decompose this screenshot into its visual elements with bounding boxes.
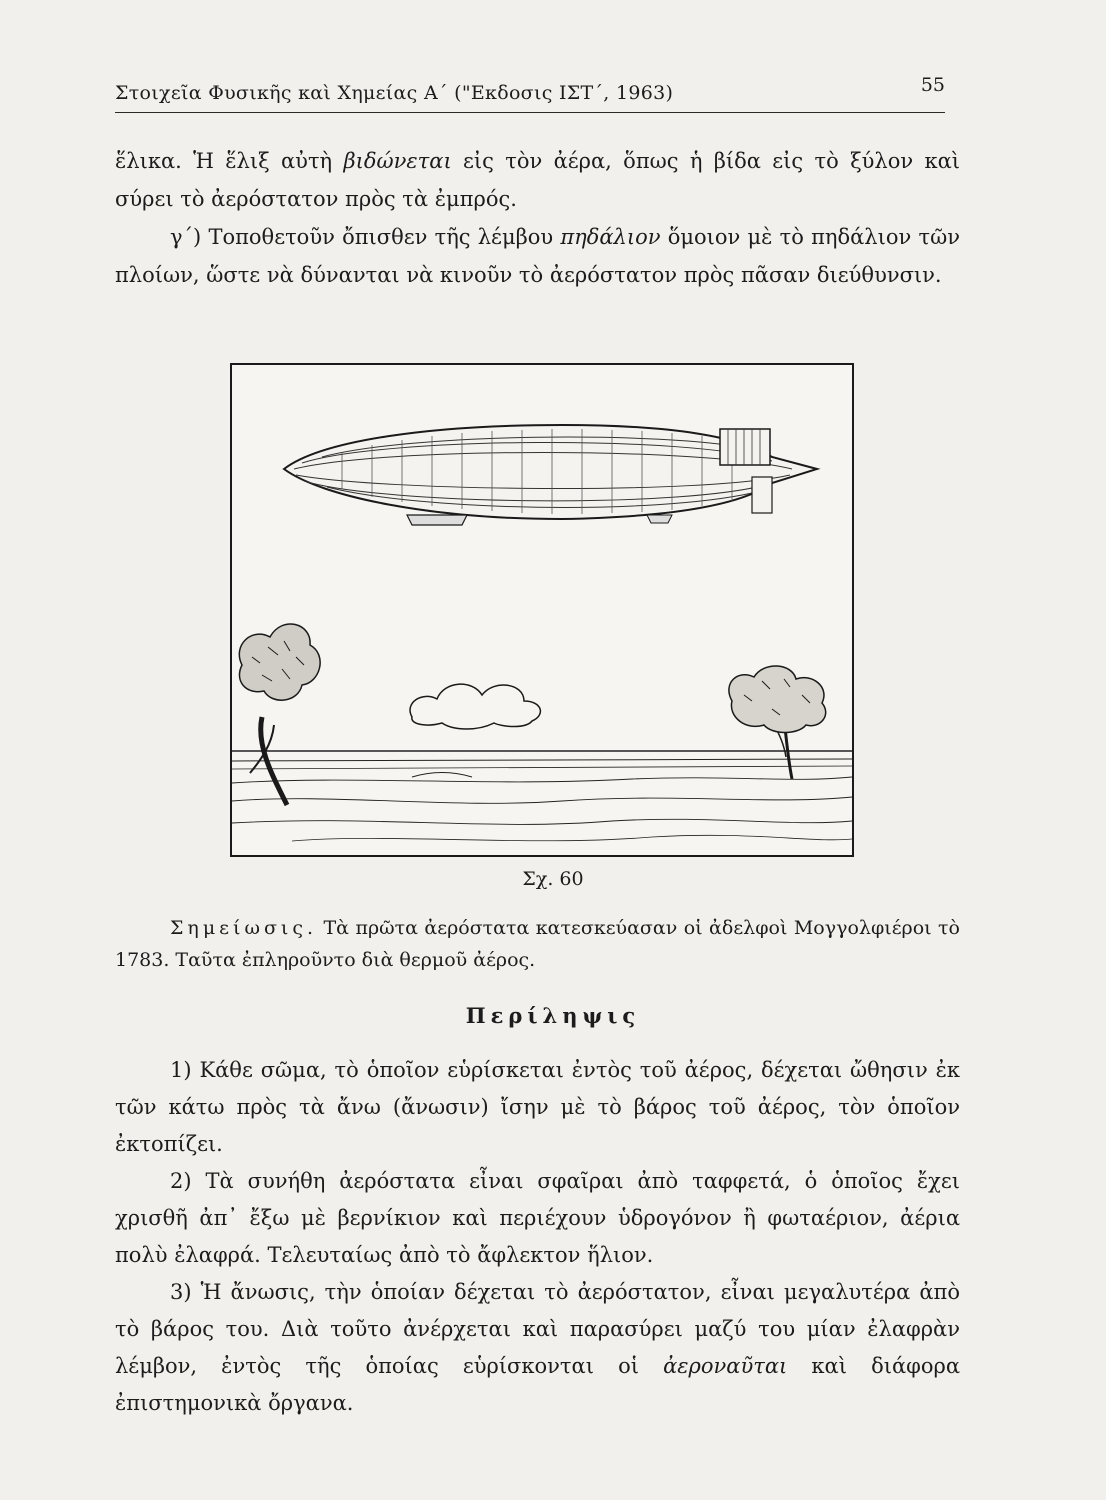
summary-item-text: Τὰ συνήθη ἀερόστατα εἶναι σφαῖραι ἀπὸ ταφφετά, ὁ ὁποῖος ἔχει χρισθῆ ἀπ᾽ ἔξω μὲ βερνίκιον καὶ περιέχουν ὑδρογόνον ἢ φωταέριον, ἀέρια πολὺ ἐλαφρά. Τελευταίως ἀπὸ τὸ ἄφλεκτον ἥλιον. (115, 1169, 960, 1267)
intro-text-part: ἕλικα. Ἡ ἕλιξ αὐτὴ (115, 149, 344, 173)
airship-illustration (232, 365, 852, 855)
airship (284, 425, 817, 525)
figure-caption: Σχ. 60 (522, 868, 584, 890)
intro-text-part: εἰς τὸν ἀέρα, ὅπως ἡ βίδα εἰς τὸ ξύλον καὶ σύρει τὸ ἀερόστατον πρὸς τὰ ἐμπρός. (115, 149, 960, 211)
item-c-emphasis: πηδάλιον (560, 225, 661, 249)
intro-text (115, 142, 960, 294)
summary-item-number: 1) (170, 1058, 192, 1082)
running-head: Στοιχεῖα Φυσικῆς καὶ Χημείας Α΄ ("Εκδοσις ΙΣΤ΄, 1963) (115, 82, 674, 104)
summary-item-2 (115, 1163, 960, 1274)
item-c-text-part: ὅμοιον μὲ τὸ πηδάλιον τῶν πλοίων, ὥστε νὰ δύνανται νὰ κινοῦν τὸ ἀερόστατον πρὸς πᾶσαν διεύθυνσιν. (115, 225, 960, 287)
historical-note (115, 912, 960, 976)
landscape (232, 751, 852, 841)
left-tree (239, 624, 320, 805)
note-text: Τὰ πρῶτα ἀερόστατα κατεσκεύασαν οἱ ἀδελφοὶ Μογγολφιέροι τὸ 1783. Ταῦτα ἐπληροῦντο διὰ θερμοῦ ἀέρος. (115, 917, 960, 971)
right-tree (729, 666, 826, 779)
summary-item-1 (115, 1052, 960, 1163)
summary-heading: Περίληψις (465, 1003, 641, 1028)
summary-item-text: Ἡ ἄνωσις, τὴν ὁποίαν δέχεται τὸ ἀερόστατον, εἶναι μεγαλυτέρα ἀπὸ τὸ βάρος του. Διὰ τοῦτο ἀνέρχεται καὶ παρασύρει μαζύ του μίαν ἐλαφρὰν λέμβον, ἐντὸς τῆς ὁποίας εὑρίσκονται οἱ (115, 1280, 960, 1378)
cloud (410, 684, 540, 729)
intro-emphasis: βιδώνεται (343, 149, 452, 173)
summary-item-number: 2) (170, 1169, 192, 1193)
airship-figure (230, 363, 854, 857)
summary-item-text: καὶ διάφορα ἐπιστημονικὰ ὄργανα. (115, 1354, 960, 1415)
item-c-paragraph (115, 218, 960, 294)
summary-item-3 (115, 1274, 960, 1422)
intro-paragraph (115, 142, 960, 218)
summary-item-number: 3) (170, 1280, 192, 1304)
summary-list (115, 1052, 960, 1422)
note-label: Σημείωσις. (170, 917, 318, 939)
summary-item-emphasis: ἀεροναῦται (663, 1354, 788, 1378)
page-header (115, 72, 945, 113)
item-c-text-part: γ΄) Τοποθετοῦν ὄπισθεν τῆς λέμβου (170, 225, 561, 249)
page-number: 55 (920, 74, 945, 96)
note-paragraph (115, 912, 960, 976)
summary-item-text: Κάθε σῶμα, τὸ ὁποῖον εὑρίσκεται ἐντὸς τοῦ ἀέρος, δέχεται ὤθησιν ἐκ τῶν κάτω πρὸς τὰ ἄνω (ἄνωσιν) ἴσην μὲ τὸ βάρος τοῦ ἀέρος, τὸν ὁποῖον ἐκτοπίζει. (115, 1058, 960, 1156)
